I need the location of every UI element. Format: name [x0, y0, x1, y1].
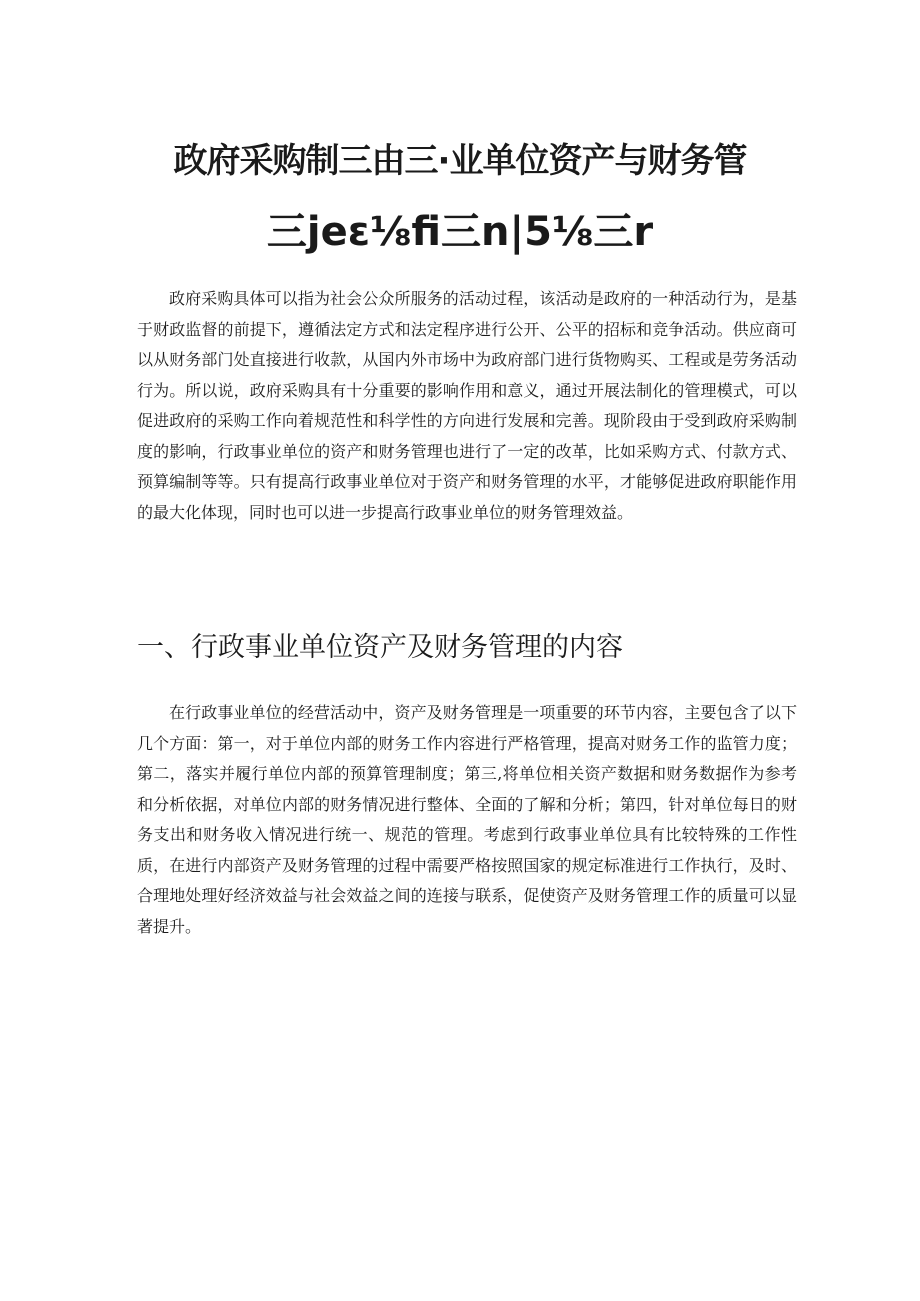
document-title-line-1: 政府采购制三由三·业单位资产与财务管 [173, 141, 747, 181]
section-paragraph: 在行政事业单位的经营活动中，资产及财务管理是一项重要的环节内容，主要包含了以下几个方面：第一，对于单位内部的财务工作内容进行严格管理，提高对财务工作的监管力度；第二，落实并履行单位内部的预算管理制度；第三,将单位相关资产数据和财务数据作为参考和分析依据，对单位内部的财务情况进行整体、全面的了解和分析；第四，针对单位每日的财务支出和财务收入情况进行统一、规范的管理。考虑到行政事业单位具有比较特殊的工作性质，在进行内部资产及财务管理的过程中需要严格按照国家的规定标准进行工作执行，及时、合理地处理好经济效益与社会效益之间的连接与联系，促使资产及财务管理工作的质量可以显著提升。 [137, 703, 797, 936]
document-title-line-2: 三jeε⅛fi三n|5⅛三r [266, 209, 654, 255]
intro-paragraph: 政府采购具体可以指为社会公众所服务的活动过程，该活动是政府的一种活动行为，是基于财政监督的前提下，遵循法定方式和法定程序进行公开、公平的招标和竞争活动。供应商可以从财务部门处直接进行收款，从国内外市场中为政府部门进行货物购买、工程或是劳务活动行为。所以说，政府采购具有十分重要的影响作用和意义，通过开展法制化的管理模式，可以促进政府的采购工作向着规范性和科学性的方向进行发展和完善。现阶段由于受到政府采购制度的影响，行政事业单位的资产和财务管理也进行了一定的改革，比如采购方式、付款方式、预算编制等等。只有提高行政事业单位对于资产和财务管理的水平，才能够促进政府职能作用的最大化体现，同时也可以进一步提高行政事业单位的财务管理效益。 [137, 289, 797, 522]
section-heading: 一、行政事业单位资产及财务管理的内容 [137, 632, 623, 663]
